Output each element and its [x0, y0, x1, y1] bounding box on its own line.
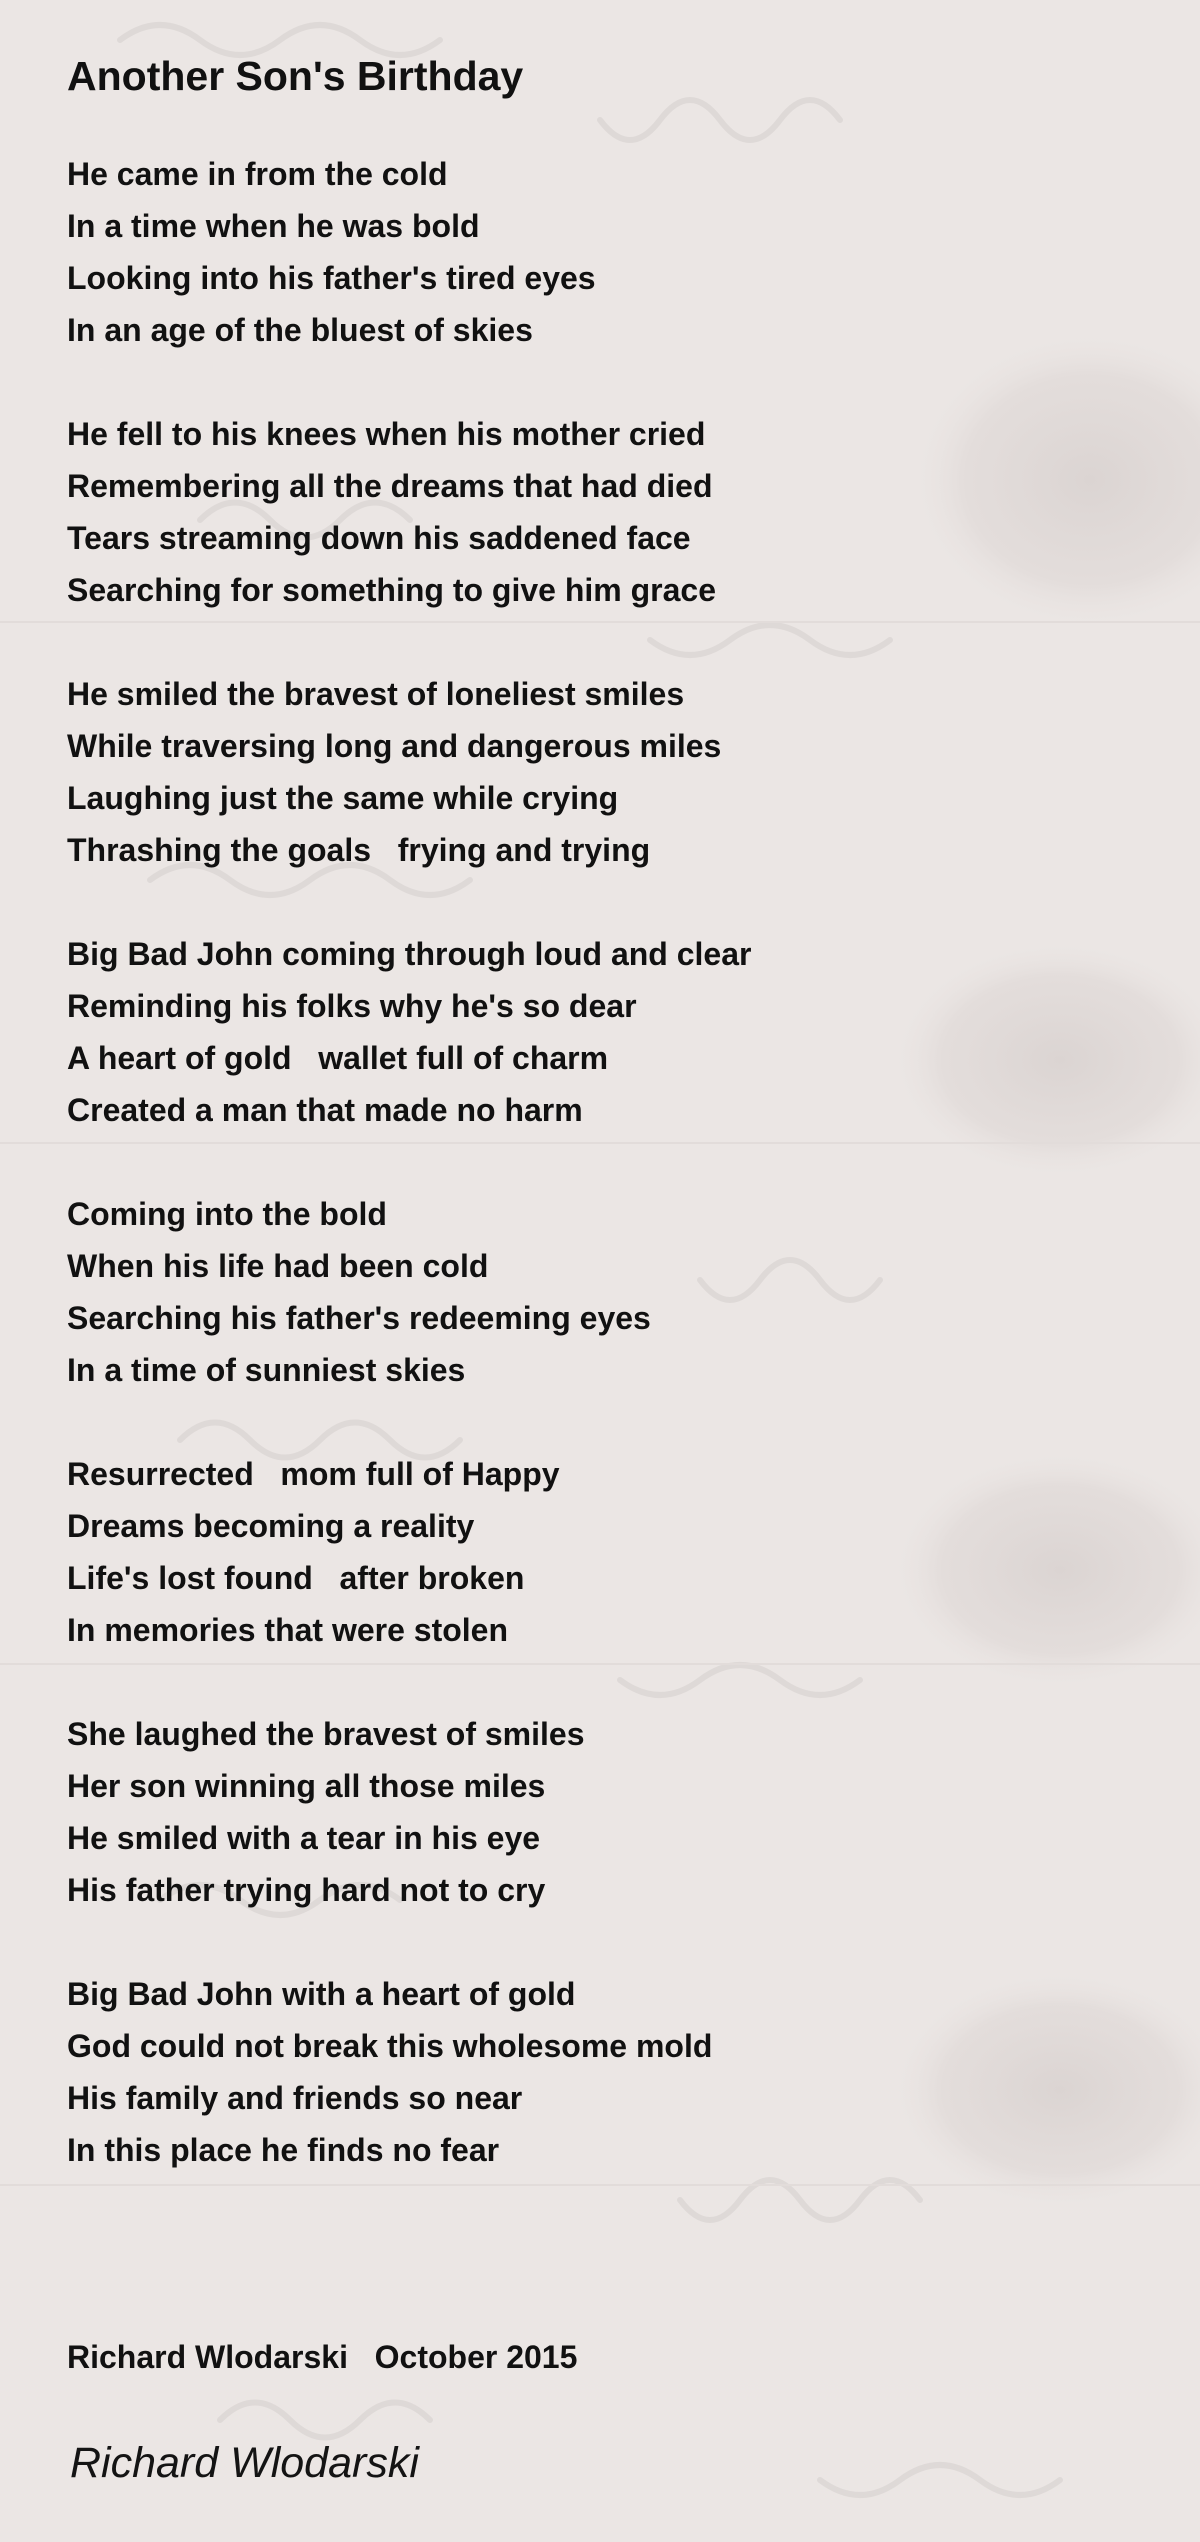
stanza	[67, 408, 1147, 616]
poem-body	[67, 148, 1147, 2228]
stanza	[67, 148, 1147, 356]
poem-line: Dreams becoming a reality	[67, 1508, 475, 1544]
stanza	[67, 1968, 1147, 2176]
poem-line: While traversing long and dangerous miles	[67, 728, 722, 764]
stanza	[67, 928, 1147, 1136]
poem-line: Tears streaming down his saddened face	[67, 520, 691, 556]
poem-line: He smiled the bravest of loneliest smiles	[67, 676, 685, 712]
stanza	[67, 1708, 1147, 1916]
poem-line: Her son winning all those miles	[67, 1768, 546, 1804]
stanza	[67, 1188, 1147, 1396]
poem-title: Another Son's Birthday	[67, 53, 524, 99]
poem-line: He fell to his knees when his mother cried	[67, 416, 706, 452]
poem-line: Remembering all the dreams that had died	[67, 468, 713, 504]
poem-line: Searching his father's redeeming eyes	[67, 1300, 651, 1336]
poem-line: In a time when he was bold	[67, 208, 480, 244]
author-signature: Richard Wlodarski	[70, 2439, 419, 2487]
poem-line: In memories that were stolen	[67, 1612, 509, 1648]
poem-line: A heart of gold wallet full of charm	[67, 1040, 609, 1076]
poem-line: Life's lost found after broken	[67, 1560, 525, 1596]
poem-line: When his life had been cold	[67, 1248, 489, 1284]
poem-line: Resurrected mom full of Happy	[67, 1456, 560, 1492]
poem-line: Created a man that made no harm	[67, 1092, 583, 1128]
poem-line: Laughing just the same while crying	[67, 780, 619, 816]
poem-line: Reminding his folks why he's so dear	[67, 988, 637, 1024]
poem-line: He smiled with a tear in his eye	[67, 1820, 541, 1856]
poem-line: In this place he finds no fear	[67, 2132, 500, 2168]
poem-line: Thrashing the goals frying and trying	[67, 832, 651, 868]
stanza	[67, 1448, 1147, 1656]
poem-line: God could not break this wholesome mold	[67, 2028, 713, 2064]
poem-line: She laughed the bravest of smiles	[67, 1716, 585, 1752]
poem-line: He came in from the cold	[67, 156, 448, 192]
poem-line: Searching for something to give him grace	[67, 572, 717, 608]
poem-line: Coming into the bold	[67, 1196, 387, 1232]
poem-line: His family and friends so near	[67, 2080, 523, 2116]
poem-line: Looking into his father's tired eyes	[67, 260, 596, 296]
stanza	[67, 668, 1147, 876]
poem-line: His father trying hard not to cry	[67, 1872, 546, 1908]
poem-line: Big Bad John coming through loud and clear	[67, 936, 752, 972]
poem-line: Big Bad John with a heart of gold	[67, 1976, 576, 2012]
poem-line: In a time of sunniest skies	[67, 1352, 466, 1388]
poem-signoff: Richard Wlodarski October 2015	[67, 2339, 578, 2375]
poem-line: In an age of the bluest of skies	[67, 312, 533, 348]
